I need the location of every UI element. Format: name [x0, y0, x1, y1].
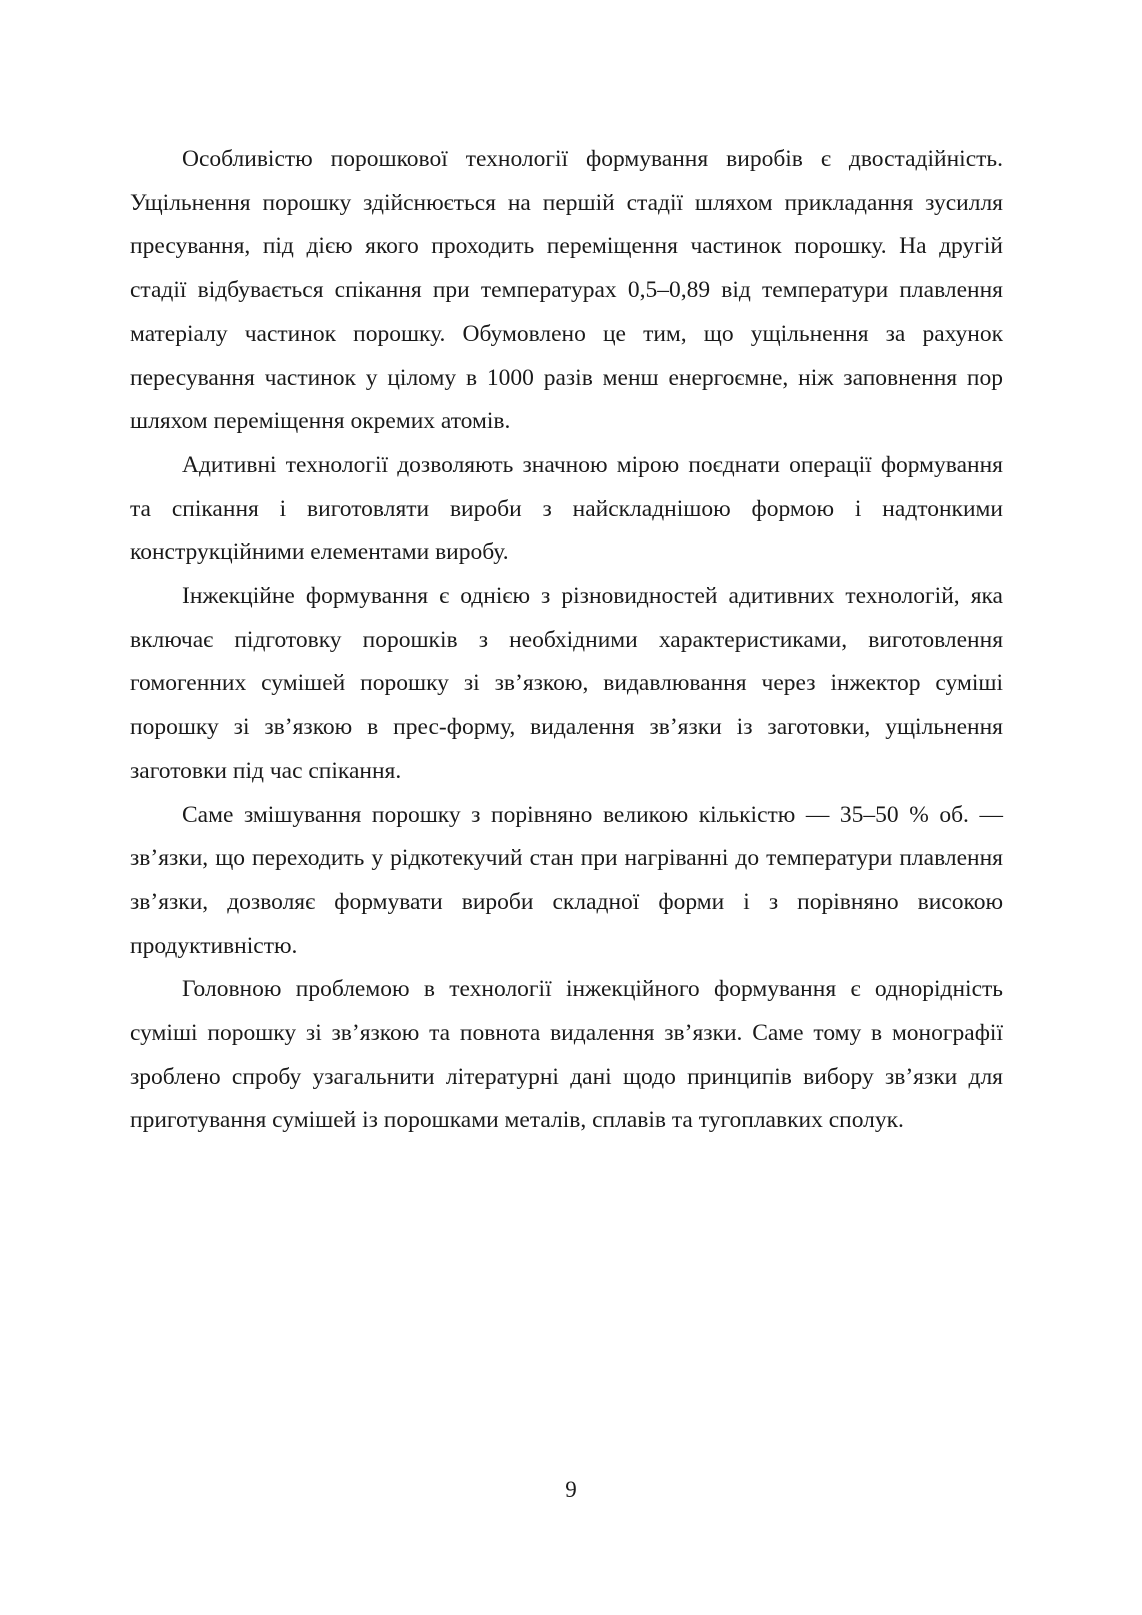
paragraph-1: Особливістю порошкової технології формування виробів є двостадійність. Ущільнення порошку здійснюється на першій стадії шляхом прикладання зусилля пресування, під дією якого проходить переміщення частинок порошку. На другій стадії відбувається спікання при температурах 0,5–0,89 від температури плавлення матеріалу частинок порошку. Обумовлено це тим, що ущільнення за рахунок пересування частинок у цілому в 1000 разів менш енергоємне, ніж заповнення пор шляхом переміщення окремих атомів. — [130, 146, 1003, 435]
paragraph-5: Головною проблемою в технології інжекційного формування є однорідність суміші порошку зі зв’язкою та повнота видалення зв’язки. Саме тому в монографії зроблено спробу узагальнити літературні дані щодо принципів вибору зв’язки для приготування сумішей із порошками металів, сплавів та тугоплавких сполук. — [130, 976, 1003, 1134]
body-text — [130, 138, 1003, 1143]
paragraph-2: Адитивні технології дозволяють значною мірою поєднати операції формування та спікання і виготовляти вироби з найскладнішою формою і надтонкими конструкційними елементами виробу. — [130, 451, 1003, 566]
page-number: 9 — [565, 1477, 577, 1502]
paragraph-3: Інжекційне формування є однією з різновидностей адитивних технологій, яка включає підготовку порошків з необхідними характеристиками, виготовлення гомогенних сумішей порошку зі зв’язкою, видавлювання через інжектор суміші порошку зі зв’язкою в прес-форму, видалення зв’язки із заготовки, ущільнення заготовки під час спікання. — [130, 583, 1003, 784]
paragraph-4: Саме змішування порошку з порівняно великою кількістю — 35–50 % об. — зв’язки, що переходить у рідкотекучий стан при нагріванні до температури плавлення зв’язки, дозволяє формувати вироби складної форми і з порівняно високою продуктивністю. — [130, 801, 1003, 959]
